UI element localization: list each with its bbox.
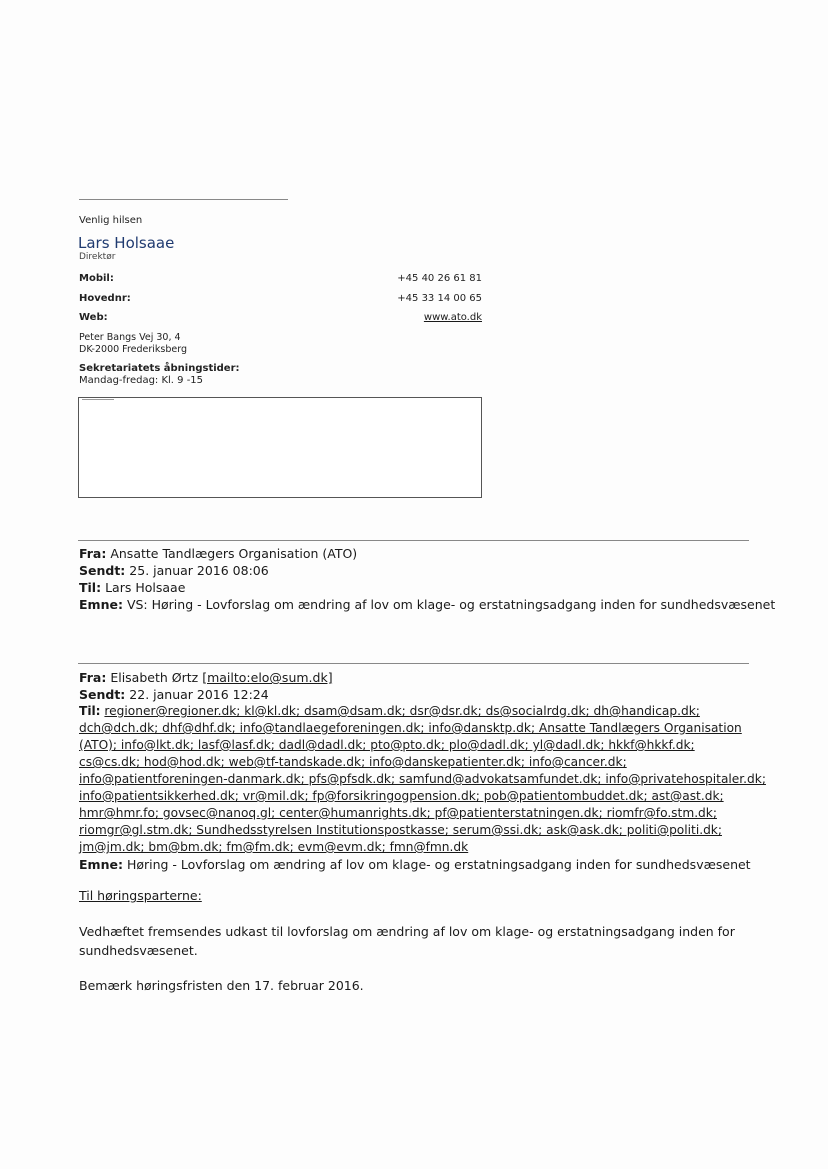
address-line-1: Peter Bangs Vej 30, 4 bbox=[79, 332, 181, 343]
address-line-2: DK-2000 Frederiksberg bbox=[79, 344, 188, 355]
recipients-line[interactable]: info@patientforeningen-danmark.dk; pfs@pfsdk.dk; samfund@advokatsamfundet.dk; info@privatehospitaler.dk; bbox=[79, 772, 766, 786]
web-link[interactable]: www.ato.dk bbox=[423, 312, 482, 323]
recipients-line[interactable]: (ATO); info@lkt.dk; lasf@lasf.dk; dadl@dadl.dk; pto@pto.dk; plo@dadl.dk; yl@dadl.dk; hkkf@hkkf.dk; bbox=[79, 738, 695, 752]
hovednr-value: +45 33 14 00 65 bbox=[397, 293, 482, 304]
recipients-line[interactable]: jm@jm.dk; bm@bm.dk; fm@fm.dk; evm@evm.dk; fmn@fmn.dk bbox=[79, 840, 469, 854]
hovednr-label: Hovednr: bbox=[79, 293, 131, 304]
original-header bbox=[79, 669, 769, 873]
signature-name: Lars Holsaae bbox=[78, 234, 175, 252]
original-separator bbox=[78, 663, 749, 664]
hours-label: Sekretariatets åbningstider: bbox=[79, 363, 240, 374]
forward-til: Til: Lars Holsaae bbox=[79, 580, 186, 595]
signature-role: Direktør bbox=[79, 252, 116, 262]
mailto-link[interactable]: [mailto:elo@sum.dk] bbox=[202, 670, 333, 685]
recipients-line[interactable]: hmr@hmr.fo; govsec@nanoq.gl; center@humanrights.dk; pf@patienterstatningen.dk; riomfr@fo.stm.dk; bbox=[79, 806, 717, 820]
forward-sendt: Sendt: 25. januar 2016 08:06 bbox=[79, 563, 269, 578]
forward-fra: Fra: Ansatte Tandlægers Organisation (ATO) bbox=[79, 546, 358, 561]
salutation: Til høringsparterne: bbox=[79, 888, 202, 903]
forward-header bbox=[79, 545, 776, 613]
signature-image-placeholder bbox=[78, 397, 482, 498]
signature-separator bbox=[79, 199, 288, 200]
original-emne: Emne: Høring - Lovforslag om ændring af lov om klage- og erstatningsadgang inden for sundhedsvæsenet bbox=[79, 857, 751, 872]
body-paragraph-1: Vedhæftet fremsendes udkast til lovforslag om ændring af lov om klage- og erstatningsadgang inden for sundhedsvæsenet. bbox=[79, 924, 735, 958]
original-sendt: Sendt: 22. januar 2016 12:24 bbox=[79, 687, 269, 702]
original-til: Til: regioner@regioner.dk; kl@kl.dk; dsam@dsam.dk; dsr@dsr.dk; ds@socialrdg.dk; dh@handicap.dk; dch@dch.dk; dhf@dhf.dk; info@tandlaegeforeningen.dk; info@dansktp.dk; Ansatte Tandlægers Organisation (ATO); info@lkt.dk; lasf@lasf.dk; dadl@dadl.dk; pto@pto.dk; plo@dadl.dk; yl@dadl.dk; hkkf@hkkf.dk; cs@cs.dk; hod@hod.dk; web@tf-tandskade.dk; info@danskepatienter.dk; info@cancer.dk; info@patientforeningen-danmark.dk; pfs@pfsdk.dk; samfund@advokatsamfundet.dk; info@privatehospitaler.dk; info@patientsikkerhed.dk; vr@mil.dk; fp@forsikringogpension.dk; pob@patientombuddet.dk; ast@ast.dk; hmr@hmr.fo; govsec@nanoq.gl; center@humanrights.dk; pf@patienterstatningen.dk; riomfr@fo.stm.dk; riomgr@gl.stm.dk; Sundhedsstyrelsen Institutionspostkasse; serum@ssi.dk; ask@ask.dk; politi@politi.dk; jm@jm.dk; bm@bm.dk; fm@fm.dk; evm@evm.dk; fmn@fmn.dk bbox=[79, 703, 769, 856]
recipients-line[interactable]: dch@dch.dk; dhf@dhf.dk; info@tandlaegeforeningen.dk; info@dansktp.dk; Ansatte Tandlægers Organisation bbox=[79, 721, 742, 735]
forward-emne: Emne: VS: Høring - Lovforslag om ændring af lov om klage- og erstatningsadgang inden for sundhedsvæsenet bbox=[79, 597, 776, 612]
mobil-value: +45 40 26 61 81 bbox=[397, 273, 482, 284]
recipients-line[interactable]: info@patientsikkerhed.dk; vr@mil.dk; fp@forsikringogpension.dk; pob@patientombuddet.dk; ast@ast.dk; bbox=[79, 789, 724, 803]
original-fra: Fra: Elisabeth Ørtz [mailto:elo@sum.dk] bbox=[79, 670, 333, 685]
recipients-line[interactable]: cs@cs.dk; hod@hod.dk; web@tf-tandskade.dk; info@danskepatienter.dk; info@cancer.dk; bbox=[79, 755, 627, 769]
forward-separator bbox=[78, 540, 749, 541]
signature-greeting: Venlig hilsen bbox=[79, 215, 143, 226]
image-corner-mark bbox=[82, 399, 114, 400]
body-paragraph-2: Bemærk høringsfristen den 17. februar 2016. bbox=[79, 978, 364, 993]
recipients-line[interactable]: riomgr@gl.stm.dk; Sundhedsstyrelsen Institutionspostkasse; serum@ssi.dk; ask@ask.dk; politi@politi.dk; bbox=[79, 823, 722, 837]
hours-value: Mandag-fredag: Kl. 9 -15 bbox=[79, 375, 204, 386]
recipients-line[interactable]: regioner@regioner.dk; kl@kl.dk; dsam@dsam.dk; dsr@dsr.dk; ds@socialrdg.dk; dh@handicap.dk; bbox=[104, 704, 700, 718]
web-label: Web: bbox=[79, 312, 108, 323]
mobil-label: Mobil: bbox=[79, 273, 114, 284]
